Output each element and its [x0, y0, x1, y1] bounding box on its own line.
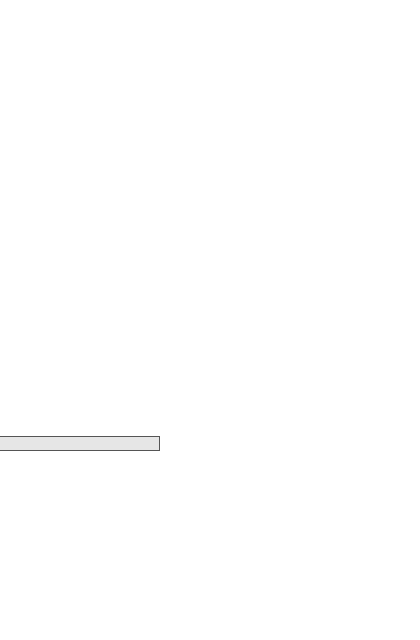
- voice-list-table: [0, 436, 160, 451]
- keyboard-diagram: [0, 198, 420, 398]
- voice-table-header: [0, 437, 160, 451]
